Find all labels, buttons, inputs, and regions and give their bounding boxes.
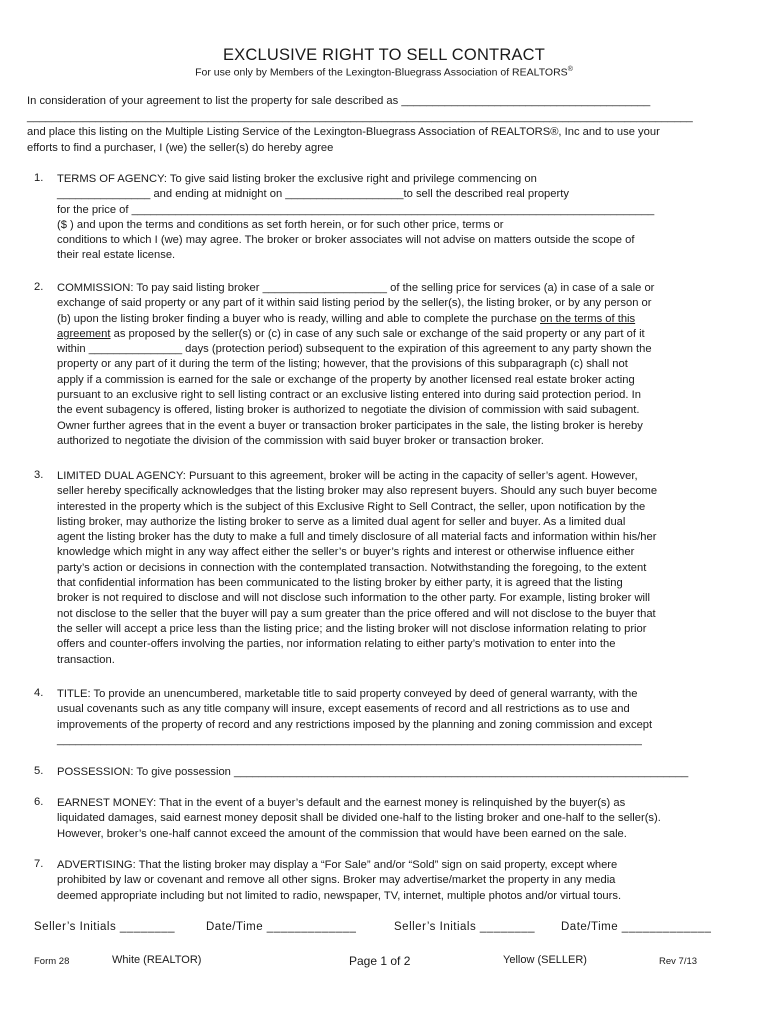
section-number: 1.: [34, 172, 44, 184]
section-line: ADVERTISING: That the listing broker may display a “For Sale” and/or “Sold” sign on said property, except where: [57, 859, 618, 871]
section-line: for the price of ____________________________________________________________________________________: [57, 203, 655, 216]
section-line: listing broker, may authorize the listing broker to serve as a limited dual agent for seller and buyer. As a limited dual: [57, 515, 626, 528]
section-line: the event subagency is offered, listing broker is authorized to negotiate the division of commission with said subagent.: [57, 404, 640, 417]
section-number: 6.: [34, 796, 44, 808]
revision: Rev 7/13: [659, 956, 698, 967]
section-line: improvements of the property of record and any restrictions imposed by the planning and zoning commission and except: [57, 718, 653, 731]
section-line: Owner further agrees that in the event a buyer or transaction broker participates in the sale, the listing broker is hereby: [57, 419, 643, 432]
section-line: their real estate license.: [57, 249, 176, 262]
section-line: agent the listing broker has the duty to make a full and timely disclosure of all material facts and information within his/her: [57, 531, 657, 544]
section-body: [57, 765, 747, 780]
section-line: party’s action or decisions in connection with the contemplated transaction. Notwithstanding the foregoing, to the extent: [57, 561, 647, 574]
seller-initials-2[interactable]: Seller’s Initials ________: [394, 921, 536, 933]
section-body: [57, 281, 747, 449]
intro-line-2: ___________________________________________________________________________________________________________: [27, 111, 693, 123]
section-line: knowledge which might in any way affect either the seller’s or buyer’s rights and interest or otherwise influence either: [57, 546, 635, 559]
section-line: However, broker’s one-half cannot exceed the amount of the commission that would have been earned on the sale.: [57, 827, 627, 840]
section-line: usual covenants such as any title company will insure, except easements of record and all restrictions as to use and: [57, 703, 630, 716]
section-number: 5.: [34, 765, 44, 777]
intro-line-1: In consideration of your agreement to list the property for sale described as ________________________________________: [27, 95, 651, 107]
section-body: [57, 469, 747, 668]
section-body: [57, 172, 747, 264]
section-line: authorized to negotiate the division of the commission with said buyer broker or transaction broker.: [57, 434, 544, 447]
section-line: ______________________________________________________________________________________________: [57, 733, 642, 746]
section-line: EARNEST MONEY: That in the event of a buyer’s default and the earnest money is relinquished by the buyer(s) as: [57, 797, 626, 809]
section-body: [57, 687, 747, 748]
section-line: pursuant to an exclusive right to sell listing contract or an exclusive listing entered into during said protection period. In: [57, 389, 641, 402]
section-body: [57, 796, 747, 842]
white-copy-label: White (REALTOR): [112, 954, 202, 966]
section-line: broker is not required to disclose and will not disclose such information to the other party. For example, listing broker will: [57, 592, 651, 605]
section-line: ($ ) and upon the terms and conditions as set forth herein, or for such other price, terms or: [57, 218, 504, 231]
section-line: _______________ and ending at midnight on ___________________to sell the described real property: [57, 188, 569, 201]
section-line: agreement as proposed by the seller(s) or (c) in case of any such sale or exchange of the said property or any part of it: [57, 327, 645, 340]
section-line: the seller will accept a price less than the listing price; and the listing broker will not disclose information relating to prior: [57, 622, 647, 635]
document-title: EXCLUSIVE RIGHT TO SELL CONTRACT: [222, 46, 546, 64]
section-line: POSSESSION: To give possession _________________________________________________________________________: [57, 766, 689, 778]
page-number: Page 1 of 2: [349, 954, 411, 968]
section-line: TERMS OF AGENCY: To give said listing broker the exclusive right and privilege commencing on: [57, 173, 537, 185]
underlined-phrase: agreement: [57, 327, 111, 340]
section-number: 2.: [34, 281, 44, 293]
date-time-1[interactable]: Date/Time _____________: [206, 921, 357, 933]
section-line: seller hereby specifically acknowledges that the listing broker may also represent buyers. Should any such buyer become: [57, 485, 658, 498]
section-line: transaction.: [57, 653, 115, 666]
registered-mark: ®: [567, 66, 573, 73]
section-body: [57, 858, 747, 904]
section-line: offers and counter-offers involving the parties, nor information relating to either party’s motivation to enter into the: [57, 638, 616, 651]
section-line: property or any part of it during the term of the listing; however, that the provisions of this subparagraph (c) shall not: [57, 358, 628, 371]
intro-line-3: and place this listing on the Multiple Listing Service of the Lexington-Bluegrass Association of REALTORS®, Inc and to use your: [27, 126, 660, 138]
section-line: TITLE: To provide an unencumbered, marketable title to said property conveyed by deed of general warranty, with the: [57, 688, 638, 700]
form-number: Form 28: [34, 956, 70, 967]
section-line: LIMITED DUAL AGENCY: Pursuant to this agreement, broker will be acting in the capacity of seller’s agent. However,: [57, 470, 638, 482]
yellow-copy-label: Yellow (SELLER): [503, 954, 587, 966]
section-number: 3.: [34, 469, 44, 481]
section-line: COMMISSION: To pay said listing broker ____________________ of the selling price for services (a) in case of a sale or: [57, 282, 655, 294]
date-time-2[interactable]: Date/Time _____________: [561, 921, 712, 933]
section-line: interested in the property which is the subject of this Exclusive Right to Sell Contract, the seller, upon notification by the: [57, 500, 646, 513]
section-line: apply if a commission is earned for the sale or exchange of the property by another licensed real estate broker acting: [57, 373, 635, 386]
intro-line-4: efforts to find a purchaser, I (we) the seller(s) do hereby agree: [27, 142, 334, 154]
section-line: liquidated damages, said earnest money deposit shall be divided one-half to the listing broker and one-half to the seller(s).: [57, 812, 661, 825]
section-line: not disclose to the seller that the buyer will pay a sum greater than the price offered and will not disclose to the buyer that: [57, 607, 656, 620]
subtitle-text: For use only by Members of the Lexington-Bluegrass Association of REALTORS: [195, 66, 568, 79]
underlined-phrase: on the terms of this: [540, 312, 636, 325]
section-line: prohibited by law or covenant and remove all other signs. Broker may advertise/market the property in any media: [57, 874, 616, 887]
section-line: conditions to which I (we) may agree. The broker or broker associates will not advise on matters outside the scope of: [57, 234, 635, 247]
seller-initials-1[interactable]: Seller’s Initials ________: [34, 921, 176, 933]
document-subtitle: [0, 66, 768, 79]
section-line: deemed appropriate including but not limited to radio, newspaper, TV, internet, multiple photos and/or virtual tours.: [57, 889, 622, 902]
section-number: 4.: [34, 687, 44, 699]
section-line: that confidential information has been communicated to the listing broker by either party, it is agreed that the listing: [57, 577, 623, 590]
section-number: 7.: [34, 858, 44, 870]
section-line: within _______________ days (protection period) subsequent to the expiration of this agreement to any party shown the: [57, 343, 652, 356]
section-line: (b) upon the listing broker finding a buyer who is ready, willing and able to complete the purchase on the terms of this: [57, 312, 636, 325]
section-line: exchange of said property or any part of it within said listing period by the seller(s), the listing broker, or by any person or: [57, 297, 652, 310]
